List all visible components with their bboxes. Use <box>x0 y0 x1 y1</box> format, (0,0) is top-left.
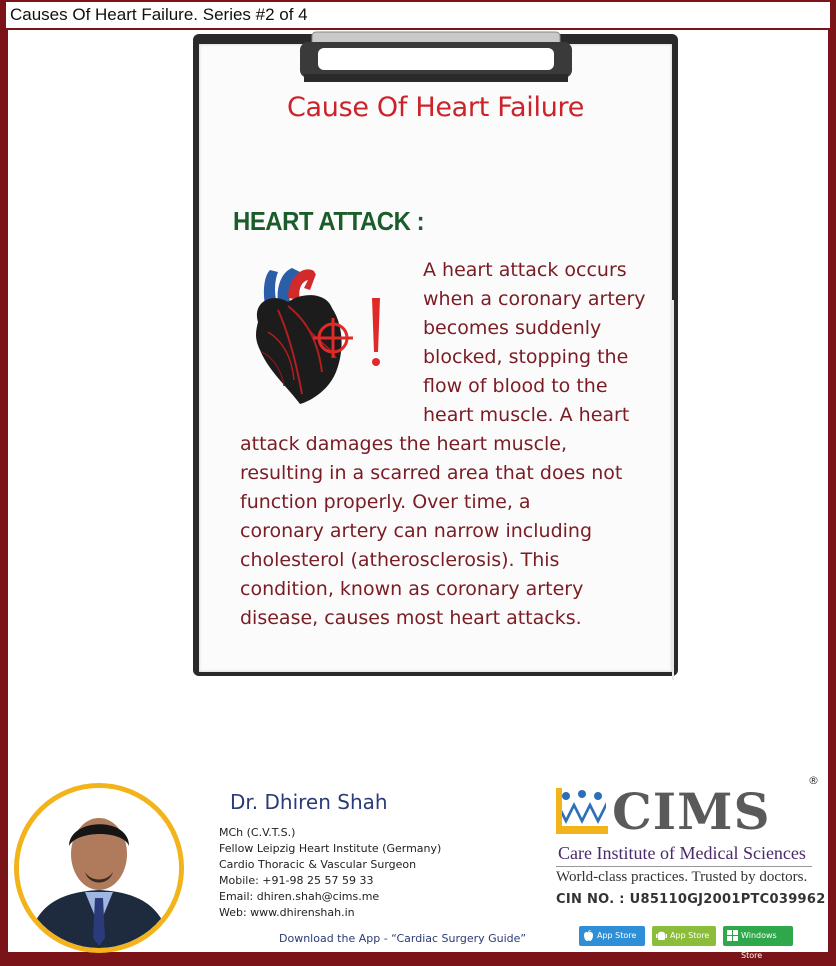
doctor-name: Dr. Dhiren Shah <box>230 790 388 814</box>
clipboard-clip-icon <box>300 28 572 84</box>
alert-exclamation-icon <box>372 298 380 366</box>
card-heading: Cause Of Heart Failure <box>286 92 585 123</box>
app-store-label: App Store <box>597 931 637 940</box>
doctor-website: Web: www.dhirenshah.in <box>219 906 355 919</box>
apple-icon <box>583 930 594 942</box>
doctor-portrait-icon <box>19 788 179 948</box>
android-icon <box>656 930 667 942</box>
card-text-part2: attack damages the heart muscle, resulting in a scarred area that does not function properly. Over time, a coronary artery can narrow including cholesterol (atherosclerosis). This condition, known as coronary artery disease, causes most heart attacks. <box>240 433 623 629</box>
download-app-text: Download the App - “Cardiac Surgery Guide” <box>279 932 527 945</box>
android-store-badge[interactable] <box>652 926 716 946</box>
cims-logo: CIMS <box>612 782 771 841</box>
cims-full-name: Care Institute of Medical Sciences <box>558 843 806 863</box>
divider <box>556 866 812 867</box>
cims-tagline: World-class practices. Trusted by doctors. <box>556 869 808 885</box>
doctor-photo <box>14 783 184 953</box>
windows-icon <box>727 930 738 941</box>
doctor-detail: Fellow Leipzig Heart Institute (Germany) <box>219 842 442 855</box>
paper-edge <box>672 300 674 680</box>
doctor-email: Email: dhiren.shah@cims.me <box>219 890 380 903</box>
cims-cin-number: CIN NO. : U85110GJ2001PTC039962 <box>556 892 826 907</box>
cims-people-logo-icon <box>556 788 608 834</box>
card-text-part1: A heart attack occurs when a coronary artery becomes suddenly blocked, stopping the flow of blood to the heart muscle. A heart <box>423 259 646 426</box>
android-store-label: App Store <box>670 931 710 940</box>
windows-store-badge[interactable] <box>723 926 793 960</box>
registered-mark: ® <box>808 774 819 787</box>
heart-icon <box>248 262 398 412</box>
doctor-mobile: Mobile: +91-98 25 57 59 33 <box>219 874 374 887</box>
app-store-badge[interactable] <box>579 926 645 946</box>
doctor-detail: Cardio Thoracic & Vascular Surgeon <box>219 858 417 871</box>
doctor-detail: MCh (C.V.T.S.) <box>219 826 296 839</box>
windows-store-label: Windows Store <box>741 931 777 960</box>
series-title: Causes Of Heart Failure. Series #2 of 4 <box>6 2 830 28</box>
heart-attack-subheading: HEART ATTACK : <box>233 206 425 236</box>
